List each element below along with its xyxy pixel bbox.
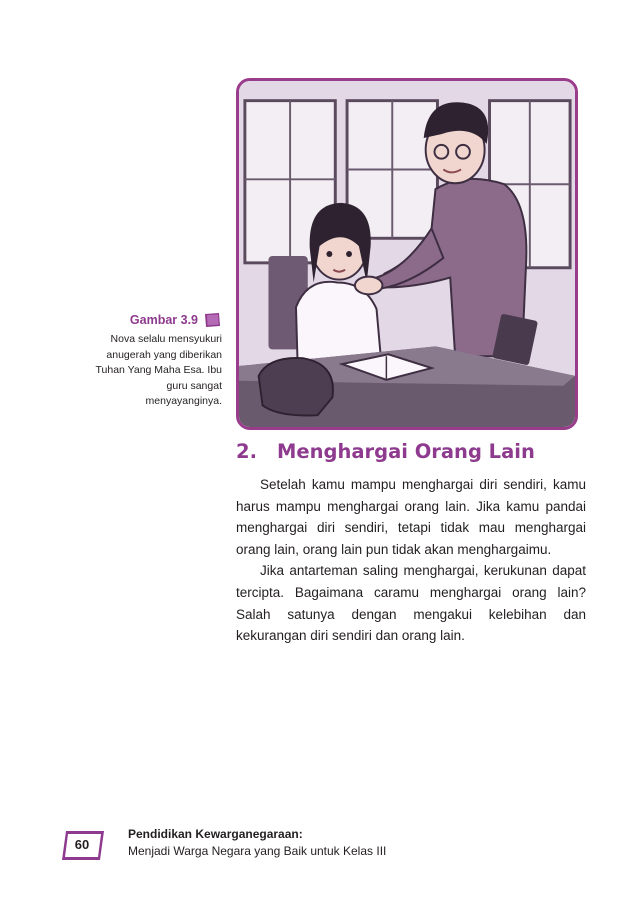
illustration-teacher-student [236, 78, 578, 430]
footer-book-title: Pendidikan Kewarganegaraan: [128, 827, 303, 841]
paragraph-2: Jika antarteman saling menghargai, kerukunan dapat tercipta. Bagaimana caramu menghargai orang lain? Salah satunya dengan mengakui kelebihan dan kekurangan diri sendiri dan orang lain. [236, 563, 586, 644]
section-title: Menghargai Orang Lain [276, 440, 535, 463]
figure-label: Gambar 3.9 [129, 313, 198, 327]
paragraph-1: Setelah kamu mampu menghargai diri sendiri, kamu harus mampu menghargai orang lain. Jika kamu pandai menghargai diri sendiri, tetapi tidak mau menghargai orang lain, orang lain pun tidak akan menghargaimu. [236, 477, 586, 557]
footer-book-subtitle: Menjadi Warga Negara yang Baik untuk Kelas III [128, 844, 387, 858]
section-number: 2. [236, 440, 257, 463]
figure-caption-text: Nova selalu mensyukuri anugerah yang diberikan Tuhan Yang Maha Esa. Ibu guru sangat menyayanginya. [95, 333, 222, 407]
figure-caption-header [92, 312, 222, 328]
footer-book-info [128, 826, 386, 860]
section-body [236, 474, 586, 647]
section-heading [236, 440, 586, 463]
page-number: 60 [74, 837, 90, 852]
classroom-illustration [239, 81, 575, 427]
book-icon [202, 312, 222, 328]
figure-caption [92, 312, 222, 410]
